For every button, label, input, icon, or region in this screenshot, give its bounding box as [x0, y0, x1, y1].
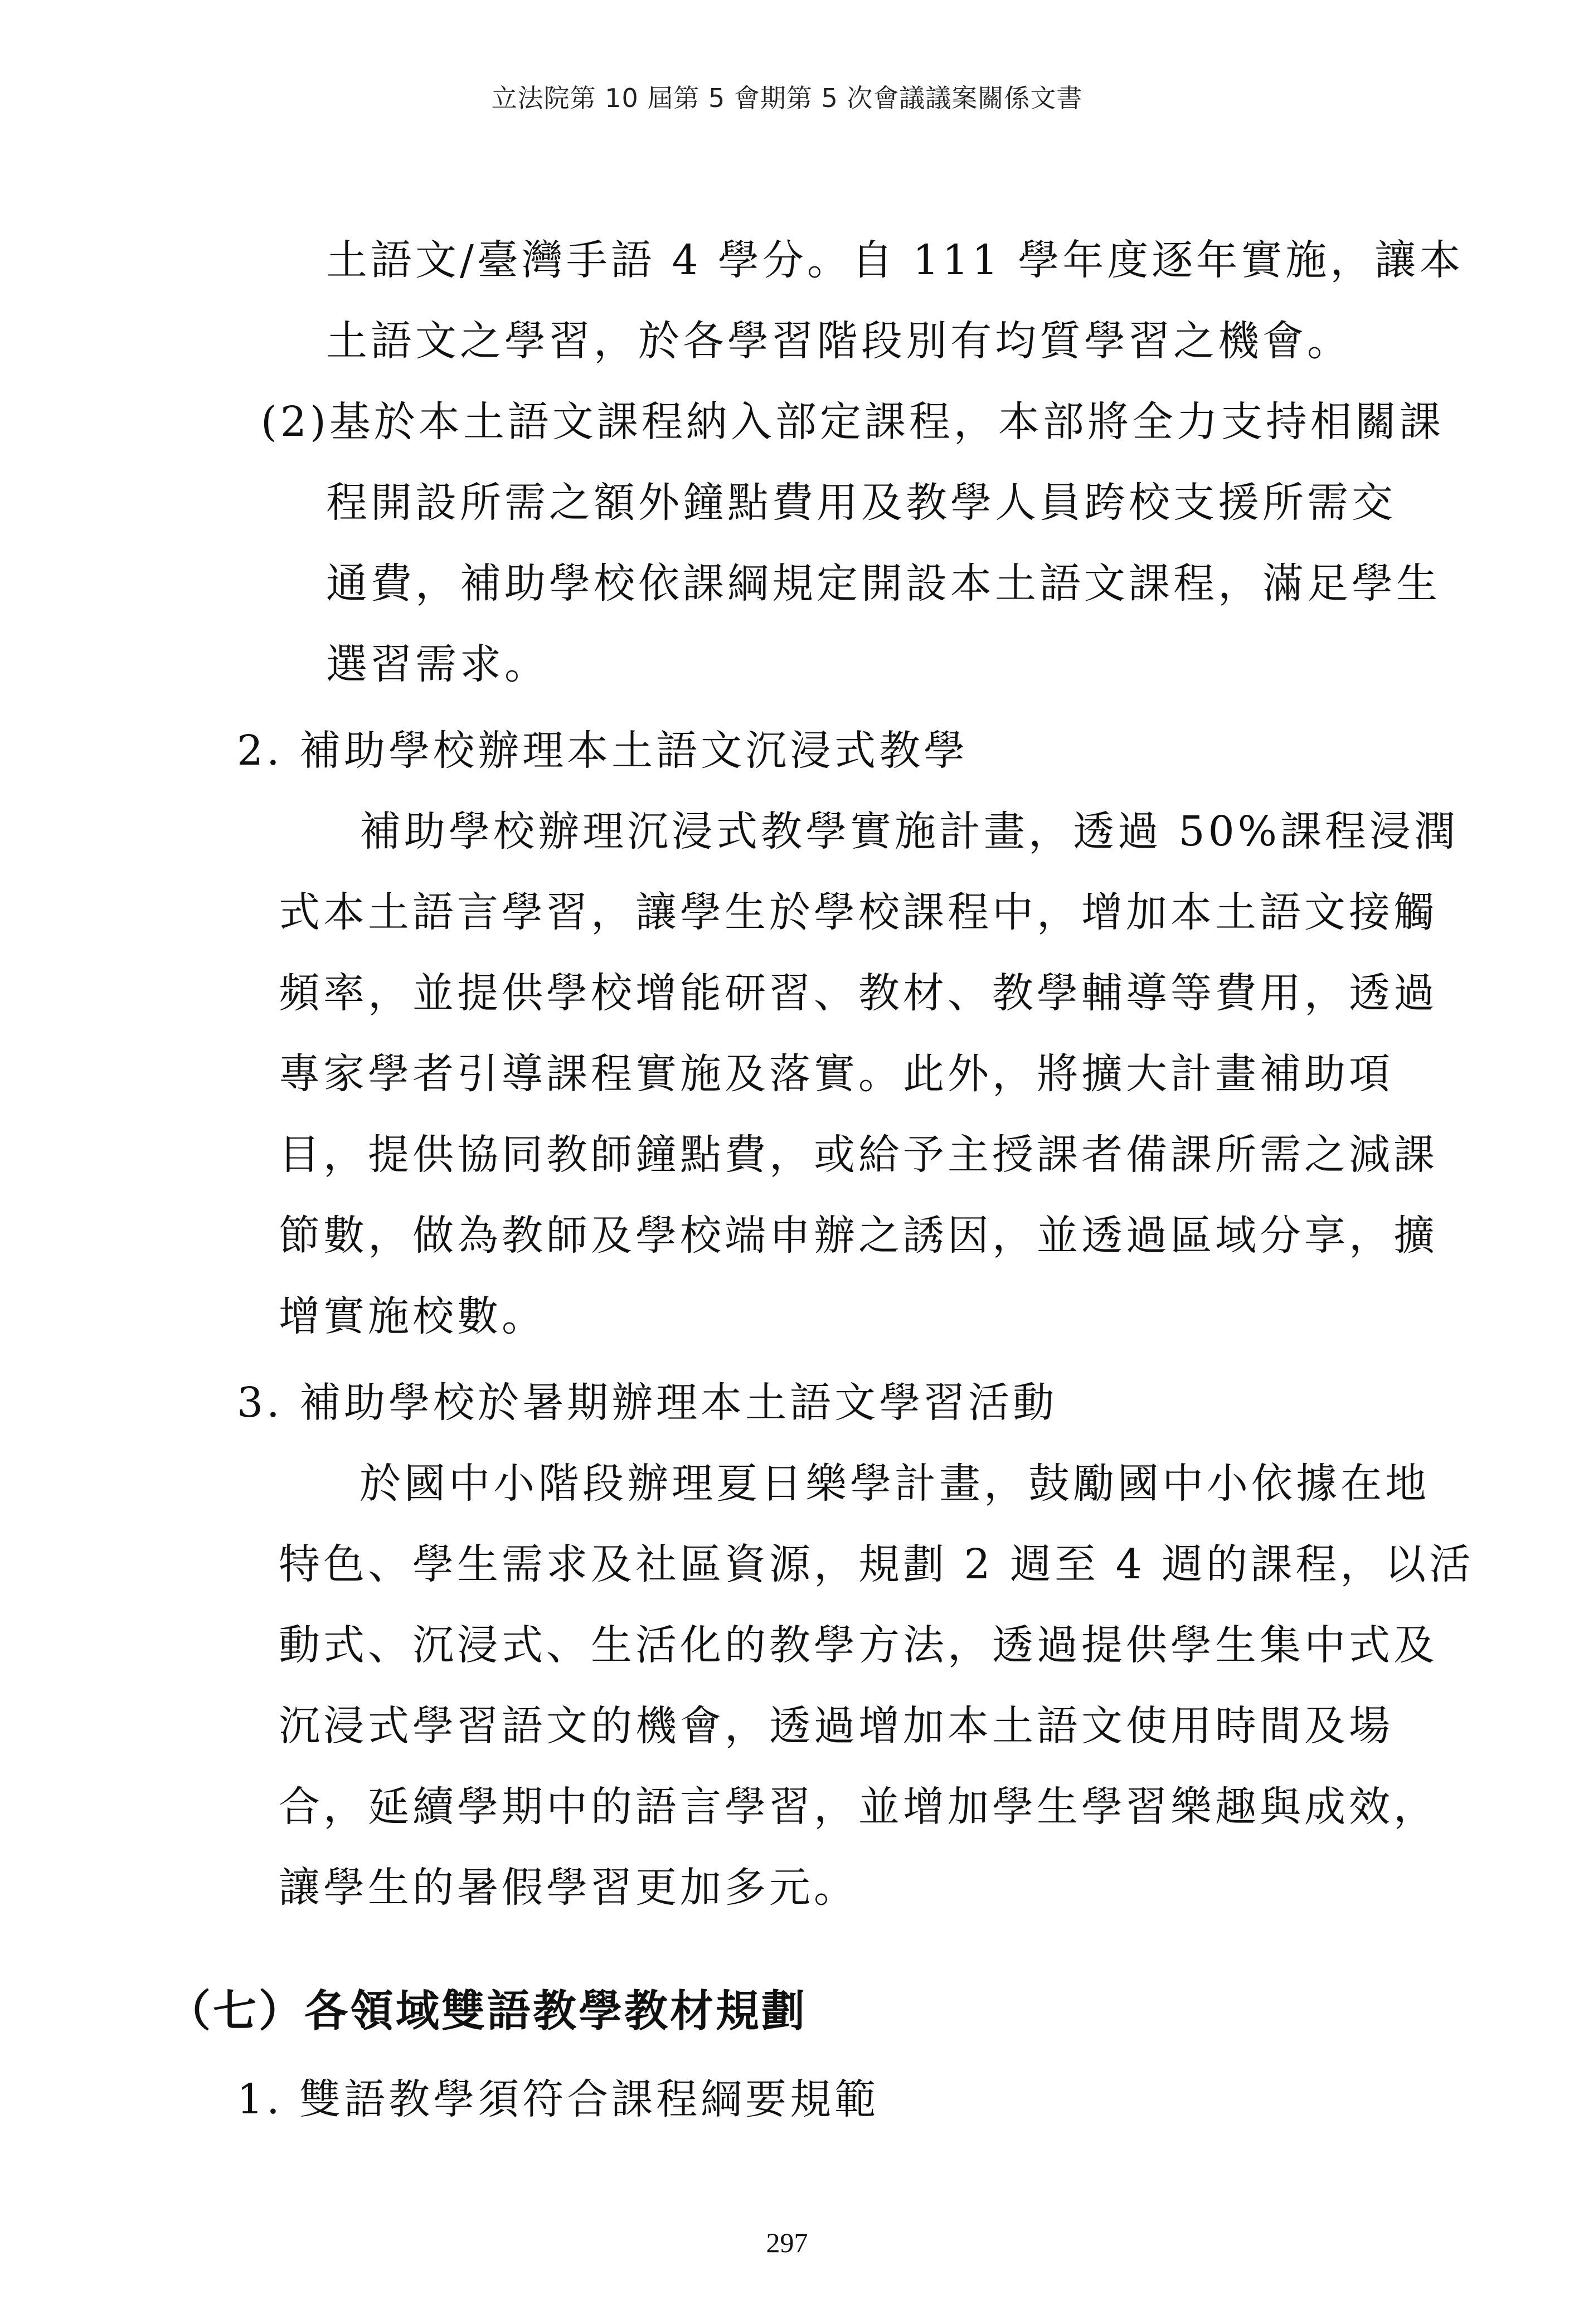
page-header: 立法院第 10 屆第 5 會期第 5 次會議議案關係文書: [491, 83, 1083, 113]
paragraph-line: 頻率，並提供學校增能研習、教材、教學輔導等費用，透過: [279, 969, 1438, 1017]
chapter-heading: （七）各領域雙語教學教材規劃: [167, 1986, 808, 2036]
paragraph-line: 增實施校數。: [279, 1292, 546, 1340]
paragraph-line: 補助學校辦理沉浸式教學實施計畫，透過 50%課程浸潤: [360, 808, 1459, 855]
paragraph-line: 沉浸式學習語文的機會，透過增加本土語文使用時間及場: [279, 1702, 1393, 1750]
paragraph-line: 專家學者引導課程實施及落實。此外，將擴大計畫補助項: [279, 1050, 1393, 1098]
section-heading-2: 2. 補助學校辦理本土語文沉浸式教學: [237, 727, 969, 775]
list-item-2-heading: (2)基於本土語文課程納入部定課程，本部將全力支持相關課: [261, 398, 1444, 446]
text-line: 土語文之學習，於各學習階段別有均質學習之機會。: [326, 317, 1352, 365]
paragraph-line: 合，延續學期中的語言學習，並增加學生學習樂趣與成效，: [279, 1783, 1438, 1831]
paragraph-line: 節數，做為教師及學校端申辦之誘因，並透過區域分享，擴: [279, 1212, 1438, 1260]
paragraph-line: 於國中小階段辦理夏日樂學計畫，鼓勵國中小依據在地: [360, 1460, 1430, 1508]
paragraph-line: 讓學生的暑假學習更加多元。: [279, 1864, 858, 1912]
text-line: 選習需求。: [326, 640, 549, 688]
text-line: 程開設所需之額外鐘點費用及教學人員跨校支援所需交: [326, 479, 1396, 527]
section-heading-1: 1. 雙語教學須符合課程綱要規範: [237, 2075, 880, 2123]
page-number: 297: [766, 2227, 808, 2258]
paragraph-line: 式本土語言學習，讓學生於學校課程中，增加本土語文接觸: [279, 888, 1438, 936]
text-line: 通費，補助學校依課綱規定開設本土語文課程，滿足學生: [326, 560, 1441, 607]
paragraph-line: 動式、沉浸式、生活化的教學方法，透過提供學生集中式及: [279, 1621, 1438, 1669]
section-heading-3: 3. 補助學校於暑期辦理本土語文學習活動: [237, 1379, 1058, 1427]
text-line: 土語文/臺灣手語 4 學分。自 111 學年度逐年實施，讓本: [326, 236, 1464, 284]
paragraph-line: 特色、學生需求及社區資源，規劃 2 週至 4 週的課程，以活: [279, 1540, 1474, 1588]
paragraph-line: 目，提供協同教師鐘點費，或給予主授課者備課所需之減課: [279, 1131, 1438, 1179]
